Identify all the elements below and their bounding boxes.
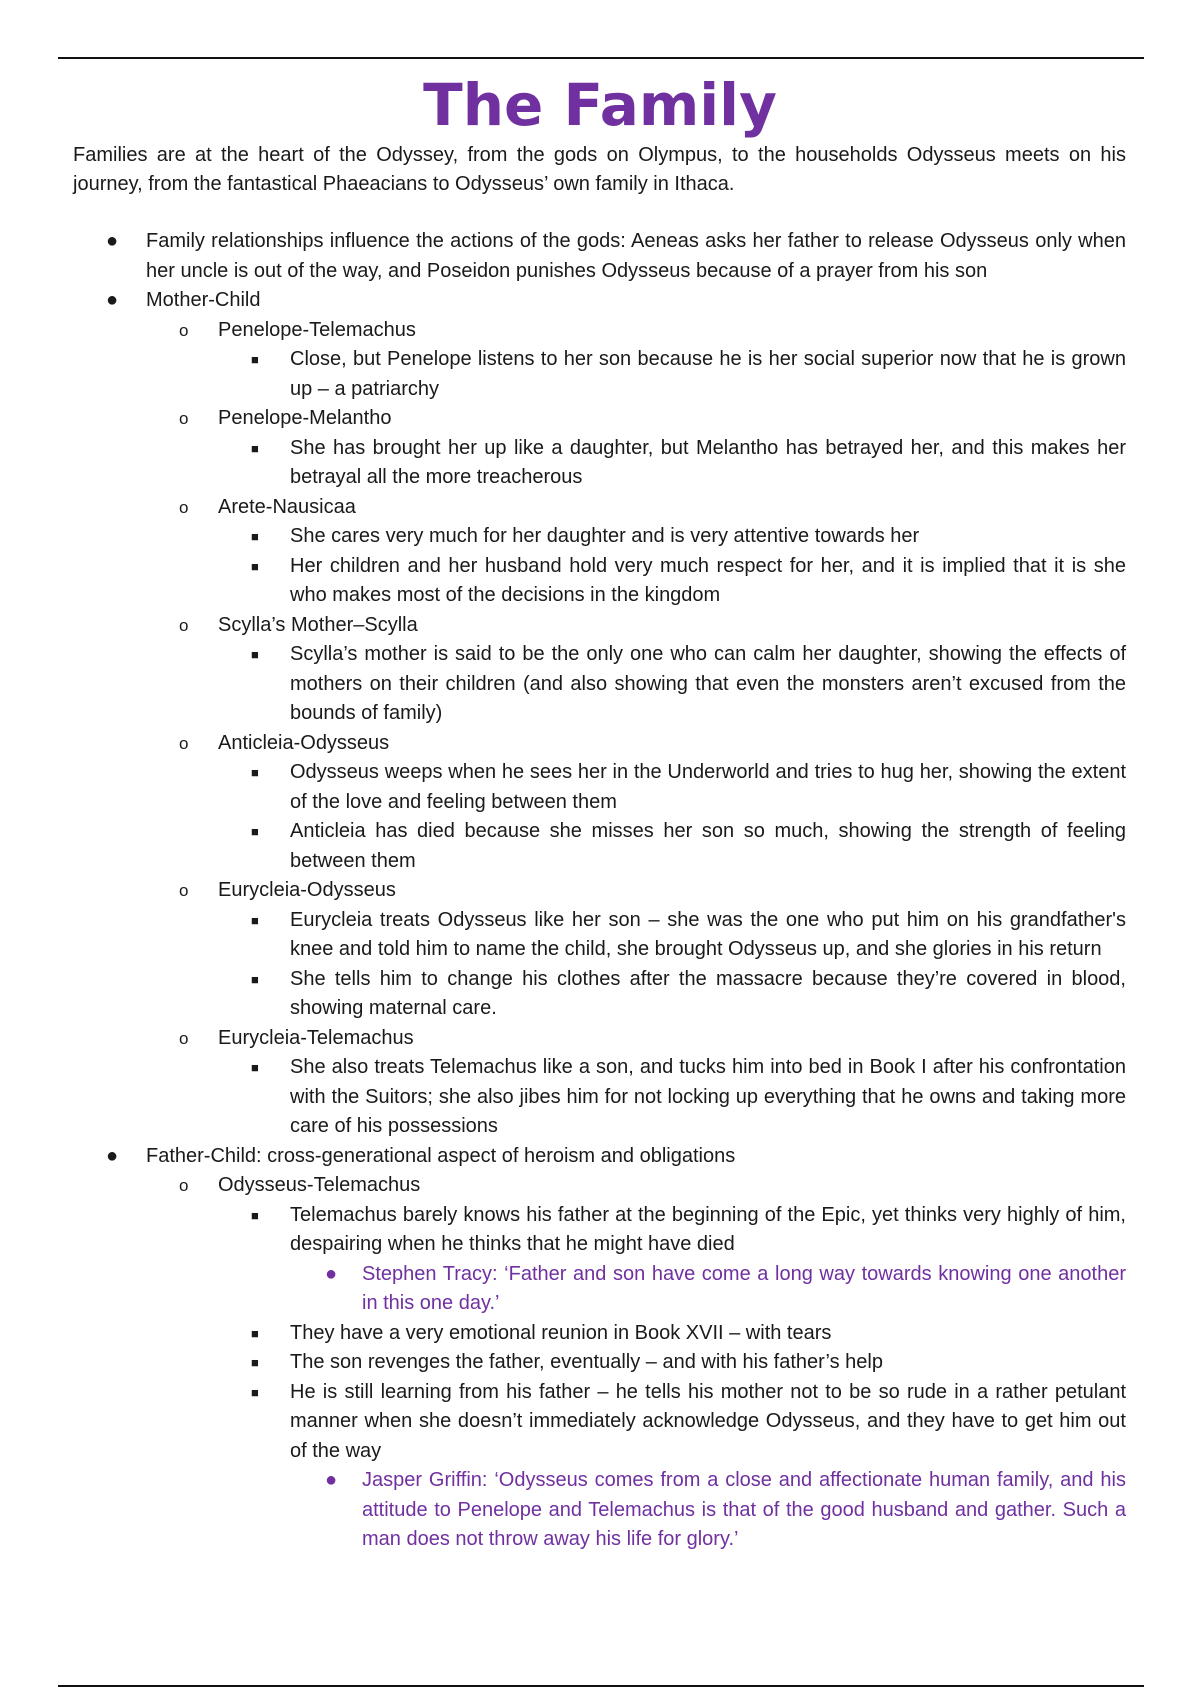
- point-list: [218, 1201, 1126, 1555]
- list-item: [218, 1348, 1126, 1378]
- item-text: She cares very much for her daughter and is very attentive towards her: [290, 525, 920, 547]
- list-item: [73, 1142, 1126, 1555]
- list-item: [218, 1378, 1126, 1555]
- point-list: [218, 906, 1126, 1024]
- list-item: [146, 729, 1126, 877]
- item-text: Family relationships influence the actions of the gods: Aeneas asks her father to release Odysseus only when her uncle is out of the way, and Poseidon punishes Odysseus because of a prayer from his son: [146, 230, 1126, 282]
- item-text: The son revenges the father, eventually – and with his father’s help: [290, 1351, 883, 1373]
- bottom-rule: [58, 1685, 1144, 1687]
- list-item: [73, 286, 1126, 1142]
- list-item: [218, 522, 1126, 552]
- bullet-square-icon: ■: [251, 1355, 259, 1370]
- intro-paragraph: Families are at the heart of the Odyssey, from the gods on Olympus, to the households Odysseus meets on his journey, from the fantastical Phaeacians to Odysseus’ own family in Ithaca.: [73, 144, 1126, 195]
- notes-list: [73, 227, 1126, 1555]
- list-item: [218, 434, 1126, 493]
- item-text: Telemachus barely knows his father at the beginning of the Epic, yet thinks very highly of him, despairing when he thinks that he might have died: [290, 1203, 1126, 1255]
- item-text: Odysseus weeps when he sees her in the Underworld and tries to hug her, showing the extent of the love and feeling between them: [290, 761, 1126, 813]
- point-list: [218, 345, 1126, 404]
- bullet-circle-icon: o: [179, 409, 189, 428]
- bullet-disc-icon: ●: [325, 1469, 338, 1491]
- list-item: [146, 493, 1126, 611]
- bullet-circle-icon: o: [179, 881, 189, 900]
- quote-list: [290, 1260, 1126, 1319]
- point-list: [218, 1053, 1126, 1142]
- page-title: The Family: [423, 71, 777, 139]
- list-item: [146, 611, 1126, 729]
- bullet-circle-icon: o: [179, 615, 189, 635]
- item-text: Jasper Griffin: ‘Odysseus comes from a close and affectionate human family, and his attitude to Penelope and Telemachus is that of the good husband and gather. Such a man does not throw away his life for glory.’: [362, 1469, 1126, 1550]
- item-text: Eurycleia-Odysseus: [218, 879, 396, 901]
- outline: [73, 227, 1126, 1555]
- bullet-square-icon: ■: [251, 1384, 259, 1400]
- bullet-disc-icon: ●: [106, 230, 119, 252]
- bullet-circle-icon: o: [179, 1176, 189, 1195]
- bullet-disc-icon: ●: [106, 289, 119, 311]
- item-text: Mother-Child: [146, 289, 261, 311]
- list-item: [146, 1024, 1126, 1142]
- item-text: Scylla’s mother is said to be the only one who can calm her daughter, showing the effects of mothers on their children (and also showing that even the monsters aren’t excused from the bounds of family): [290, 643, 1126, 724]
- list-item: [218, 640, 1126, 729]
- point-list: [218, 758, 1126, 876]
- item-text: He is still learning from his father – he tells his mother not to be so rude in a rather petulant manner when she doesn’t immediately acknowledge Odysseus, and they have to get him out of the way: [290, 1380, 1126, 1462]
- bullet-square-icon: ■: [251, 1325, 259, 1341]
- list-item: [146, 316, 1126, 405]
- bullet-square-icon: ■: [251, 971, 259, 987]
- list-item: [218, 906, 1126, 965]
- list-item: [218, 1319, 1126, 1349]
- bullet-disc-icon: ●: [325, 1262, 338, 1285]
- bullet-square-icon: ■: [251, 529, 259, 544]
- list-item: [218, 817, 1126, 876]
- item-text: Scylla’s Mother–Scylla: [218, 613, 418, 636]
- bullet-square-icon: ■: [251, 647, 259, 662]
- bullet-square-icon: ■: [251, 1207, 259, 1223]
- item-text: Stephen Tracy: ‘Father and son have come a long way towards knowing one another in this one day.’: [362, 1262, 1126, 1314]
- item-text: Arete-Nausicaa: [218, 495, 356, 518]
- bullet-square-icon: ■: [251, 824, 259, 839]
- list-item: [218, 1201, 1126, 1319]
- point-list: [218, 522, 1126, 611]
- list-item: [218, 552, 1126, 611]
- list-item: [146, 876, 1126, 1024]
- bullet-square-icon: ■: [251, 558, 259, 574]
- item-text: Eurycleia-Telemachus: [218, 1026, 414, 1049]
- bullet-square-icon: ■: [251, 765, 259, 780]
- list-item: [218, 1053, 1126, 1142]
- top-rule: [58, 57, 1144, 59]
- item-text: She tells him to change his clothes after the massacre because they’re covered in blood, showing maternal care.: [290, 967, 1126, 1019]
- point-list: [218, 434, 1126, 493]
- list-item: [218, 758, 1126, 817]
- bullet-circle-icon: o: [179, 1028, 189, 1048]
- item-text: Close, but Penelope listens to her son because he is her social superior now that he is grown up – a patriarchy: [290, 348, 1126, 400]
- item-text: They have a very emotional reunion in Book XVII – with tears: [290, 1321, 832, 1344]
- quote-list: [290, 1466, 1126, 1555]
- list-item: [146, 1171, 1126, 1555]
- item-text: She has brought her up like a daughter, but Melantho has betrayed her, and this makes her betrayal all the more treacherous: [290, 436, 1126, 488]
- bullet-circle-icon: o: [179, 497, 189, 517]
- bullet-square-icon: ■: [251, 1060, 259, 1075]
- bullet-square-icon: ■: [251, 352, 259, 367]
- item-text: She also treats Telemachus like a son, and tucks him into bed in Book I after his confrontation with the Suitors; she also jibes him for not locking up everything that he owns and taking more care of his possessions: [290, 1056, 1126, 1137]
- item-text: Eurycleia treats Odysseus like her son – she was the one who put him on his grandfather's knee and told him to name the child, she brought Odysseus up, and she glories in his return: [290, 908, 1126, 960]
- bullet-square-icon: ■: [251, 440, 259, 456]
- item-text: Father-Child: cross-generational aspect of heroism and obligations: [146, 1144, 736, 1167]
- bullet-square-icon: ■: [251, 912, 259, 928]
- item-text: Anticleia-Odysseus: [218, 731, 390, 754]
- item-text: Her children and her husband hold very much respect for her, and it is implied that it is she who makes most of the decisions in the kingdom: [290, 554, 1126, 606]
- list-item: [146, 404, 1126, 493]
- sub-list: [146, 1171, 1126, 1555]
- sub-list: [146, 316, 1126, 1142]
- bullet-circle-icon: o: [179, 733, 189, 753]
- item-text: Anticleia has died because she misses her son so much, showing the strength of feeling between them: [290, 820, 1126, 872]
- bullet-disc-icon: ●: [106, 1144, 119, 1167]
- list-item: [218, 965, 1126, 1024]
- list-item: [73, 227, 1126, 286]
- item-text: Odysseus-Telemachus: [218, 1174, 421, 1196]
- item-text: Penelope-Telemachus: [218, 318, 416, 341]
- point-list: [218, 640, 1126, 729]
- list-item: [290, 1260, 1126, 1319]
- item-text: Penelope-Melantho: [218, 407, 392, 429]
- list-item: [290, 1466, 1126, 1555]
- list-item: [218, 345, 1126, 404]
- bullet-circle-icon: o: [179, 320, 189, 340]
